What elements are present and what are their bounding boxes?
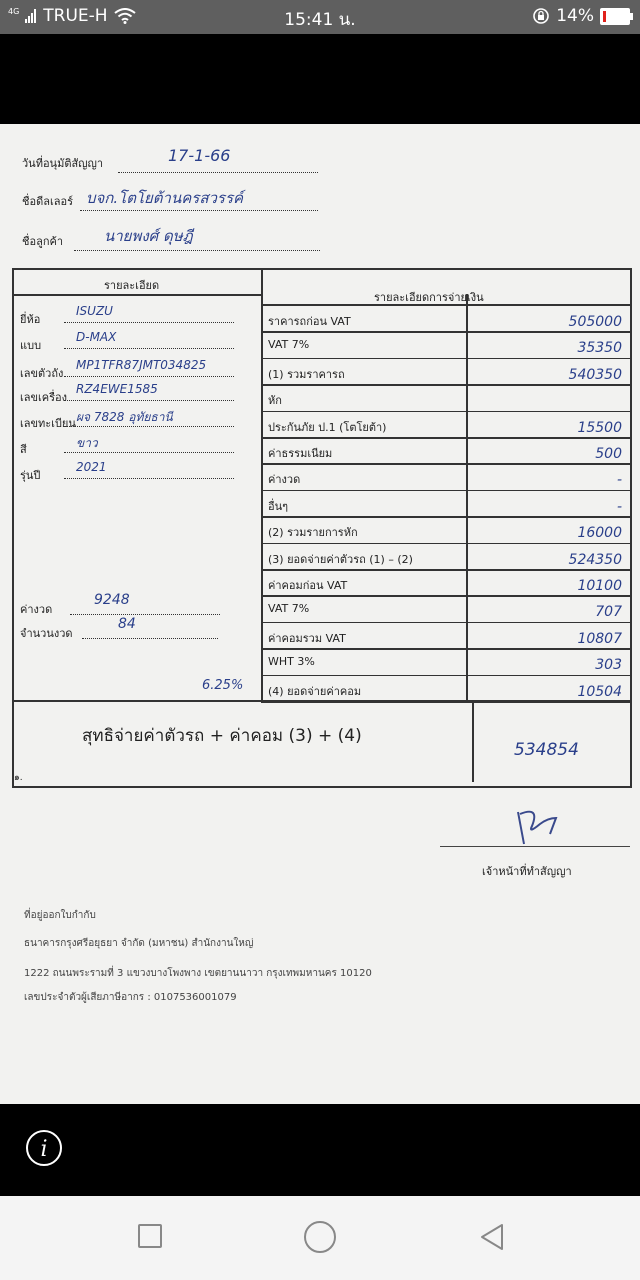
vehicle-field-label: เลขทะเบียน	[20, 417, 76, 430]
payment-row-value: -	[616, 498, 622, 515]
officer-caption: เจ้าหน้าที่ทำสัญญา	[482, 865, 572, 878]
footer-line: 1222 ถนนพระรามที่ 3 แขวงบางโพงพาง เขตยานนาวา กรุงเทพมหานคร 10120	[24, 968, 372, 979]
payment-row-label: (1) รวมราคารถ	[268, 367, 345, 381]
footer-line: ที่อยู่ออกใบกำกับ	[24, 910, 96, 921]
status-right	[532, 6, 630, 26]
row-line	[261, 675, 630, 677]
footer-line: ธนาคารกรุงศรีอยุธยา จำกัด (มหาชน) สำนักงานใหญ่	[24, 938, 254, 949]
payment-header: รายละเอียดการจ่ายเงิน	[374, 291, 484, 304]
dotted-line	[80, 210, 318, 211]
dotted-line	[64, 400, 234, 401]
customer-value: นายพงศ์ ดุษฎี	[104, 227, 193, 245]
dotted-line	[118, 172, 318, 173]
payment-row-value: 303	[595, 657, 622, 674]
dealer-value: บจก.โตโยต้านครสวรรค์	[86, 189, 244, 207]
row-line	[261, 358, 630, 360]
vehicle-field-label: เลขตัวถัง	[20, 367, 64, 380]
network-type: 4G	[8, 7, 20, 16]
payment-row-label: ค่าคอมก่อน VAT	[268, 579, 348, 592]
payment-row-value: 10504	[577, 683, 622, 700]
column-divider	[261, 270, 263, 700]
vehicle-field-value: ขาว	[76, 436, 98, 450]
dotted-line	[74, 250, 320, 251]
dotted-line	[64, 478, 234, 479]
battery-percent: 14%	[556, 6, 594, 26]
payment-row-value: 500	[595, 446, 622, 462]
triangle-back-icon[interactable]	[478, 1222, 506, 1252]
net-divider	[472, 700, 474, 782]
mark: ๑.	[14, 773, 23, 783]
square-icon[interactable]	[138, 1224, 162, 1248]
row-line	[261, 384, 630, 386]
dealer-label: ชื่อดีลเลอร์	[22, 195, 73, 208]
rotation-lock-icon	[532, 7, 550, 25]
installment-label: ค่างวด	[20, 603, 53, 616]
info-button[interactable]: i	[26, 1130, 62, 1166]
vehicle-field-value: D-MAX	[76, 330, 117, 344]
row-line	[261, 516, 630, 518]
payment-row-value: 10100	[577, 578, 622, 594]
row-line	[261, 463, 630, 465]
row-line	[261, 411, 630, 413]
dotted-line	[64, 348, 234, 349]
signature-line	[440, 846, 630, 847]
payment-row-value: 707	[595, 604, 622, 621]
dotted-line	[82, 638, 218, 639]
net-value: 534854	[514, 740, 579, 760]
vehicle-field-label: ยี่ห้อ	[20, 313, 41, 326]
payment-row-value: 10807	[577, 630, 622, 647]
term-label: จำนวนงวด	[20, 627, 73, 640]
net-label: สุทธิจ่ายค่าตัวรถ + ค่าคอม (3) + (4)	[82, 726, 362, 746]
status-bar	[0, 0, 640, 34]
interest-rate: 6.25%	[202, 678, 244, 693]
payment-row-label: ประกันภัย ป.1 (โตโยต้า)	[268, 420, 387, 434]
payment-row-value: 16000	[577, 525, 622, 542]
payment-row-value: 35350	[577, 340, 622, 357]
payment-row-value: 524350	[568, 551, 622, 568]
document-photo[interactable]	[0, 124, 640, 1104]
approval-date-label: วันที่อนุมัติสัญญา	[22, 157, 104, 170]
payment-row-value: 15500	[577, 419, 622, 436]
vehicle-field-value: ISUZU	[76, 304, 113, 318]
vehicle-field-label: รุ่นปี	[20, 469, 41, 482]
vehicle-field-value: ผจ 7828 อุทัยธานี	[76, 410, 173, 424]
row-line	[261, 569, 630, 571]
payment-row-label: WHT 3%	[268, 655, 315, 669]
clock: 15:41 น.	[284, 10, 356, 30]
footer-line: เลขประจำตัวผู้เสียภาษีอากร : 0107536001079	[24, 992, 237, 1003]
vehicle-field-value: 2021	[76, 460, 107, 474]
row-line	[261, 595, 630, 597]
payment-table	[12, 268, 632, 788]
payment-row-value: 540350	[568, 366, 622, 383]
approval-date-value: 17-1-66	[168, 146, 231, 165]
row-line	[261, 437, 630, 439]
vehicle-field-label: แบบ	[20, 339, 42, 352]
payment-row-label: VAT 7%	[268, 338, 310, 352]
row-line	[261, 331, 630, 333]
payment-row-value: 505000	[568, 314, 622, 330]
payment-row-label: (4) ยอดจ่ายค่าคอม	[268, 684, 362, 698]
row-line	[261, 648, 630, 650]
carrier-name: TRUE-H	[43, 6, 108, 26]
payment-row-label: ค่างวด	[268, 473, 301, 487]
row-line	[261, 490, 630, 492]
detail-header: รายละเอียด	[104, 279, 160, 292]
payment-row-label: ราคารถก่อน VAT	[268, 315, 351, 328]
customer-label: ชื่อลูกค้า	[22, 235, 64, 248]
vehicle-field-value: RZ4EWE1585	[76, 382, 158, 396]
dotted-line	[64, 322, 234, 323]
vehicle-field-value: MP1TFR87JMT034825	[76, 358, 207, 372]
payment-row-label: (2) รวมรายการหัก	[268, 526, 358, 540]
term-value: 84	[118, 616, 136, 632]
dotted-line	[64, 376, 234, 377]
dotted-line	[70, 614, 220, 615]
vehicle-field-label: สี	[20, 443, 27, 456]
navigation-bar	[0, 1196, 640, 1280]
row-line	[261, 543, 630, 545]
row-line	[261, 701, 630, 703]
battery-icon	[600, 8, 630, 25]
value-divider	[466, 294, 468, 700]
payment-row-label: ค่าคอมรวม VAT	[268, 631, 346, 645]
payment-row-label: หัก	[268, 394, 282, 408]
installment-value: 9248	[94, 592, 130, 608]
dotted-line	[64, 426, 234, 427]
dotted-line	[64, 452, 234, 453]
vehicle-field-label: เลขเครื่อง	[20, 391, 68, 404]
payment-row-label: VAT 7%	[268, 602, 310, 616]
payment-row-value: -	[616, 472, 622, 489]
row-line	[14, 294, 261, 296]
circle-icon[interactable]	[304, 1221, 336, 1253]
row-line	[261, 622, 630, 624]
payment-row-label: (3) ยอดจ่ายค่าตัวรถ (1) – (2)	[268, 552, 413, 566]
payment-row-label: อื่นๆ	[268, 499, 289, 513]
payment-row-label: ค่าธรรมเนียม	[268, 447, 333, 460]
